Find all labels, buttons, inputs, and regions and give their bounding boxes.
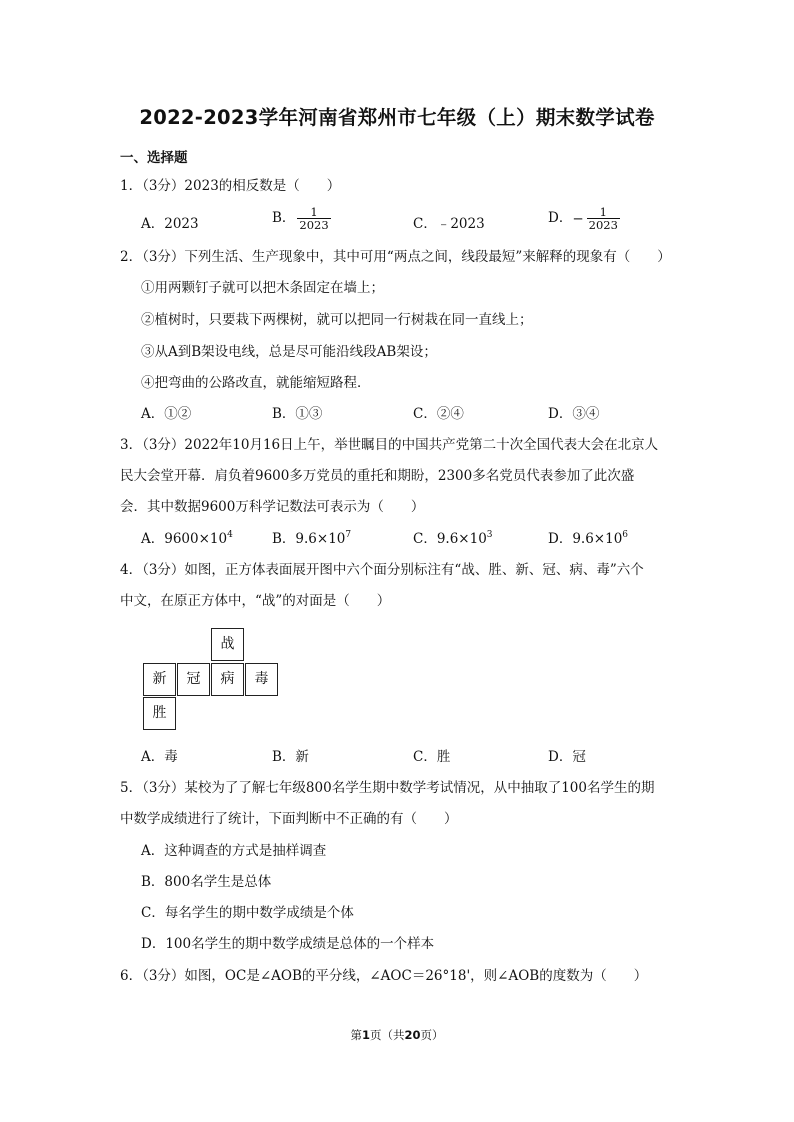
q1-option-c: C．﹣2023 [413, 216, 485, 232]
q3-line-1: 3．（3分）2022年10月16日上午，举世瞩目的中国共产党第二十次全国代表大会在北京人 [120, 437, 659, 453]
q3-option-d-exponent: 6 [622, 530, 629, 540]
q3-option-d [548, 529, 628, 549]
q1-option-b-fraction [297, 206, 330, 231]
q5-line-2: 中数学成绩进行了统计，下面判断中不正确的有（ ） [120, 811, 458, 827]
q6-stem: 6．（3分）如图，OC是∠AOB的平分线，∠AOC＝26°18'，则∠AOB的度数为（ ） [120, 968, 648, 984]
q3-option-a-exponent: 4 [227, 530, 233, 540]
q4-option-d: D．冠 [548, 749, 586, 765]
q3-option-c-base: C．9.6×10 [413, 531, 487, 547]
q2-option-b: B．①③ [272, 406, 323, 422]
q3-option-d-base: D．9.6×10 [548, 531, 623, 547]
q5-option-a: A．这种调查的方式是抽样调查 [141, 843, 327, 859]
net-cell-xin: 新 [143, 663, 176, 696]
q1-option-d-fraction [587, 206, 620, 231]
footer-total-pages: 20 [404, 1028, 421, 1042]
q4-option-b: B．新 [272, 749, 309, 765]
q5-option-c: C．每名学生的期中数学成绩是个体 [141, 905, 354, 921]
q5-option-d: D．100名学生的期中数学成绩是总体的一个样本 [141, 936, 435, 952]
q1-option-b [272, 206, 331, 231]
q1-option-a: A．2023 [141, 216, 199, 232]
q3-option-c-exponent: 3 [486, 530, 493, 540]
footer-middle: 页（共 [370, 1028, 405, 1042]
fraction-numerator: 1 [310, 205, 318, 219]
net-cell-guan: 冠 [177, 663, 210, 696]
q1-option-b-label: B． [272, 210, 296, 226]
q2-item-3: ③从A到B架设电线，总是尽可能沿线段AB架设； [141, 344, 437, 360]
net-cell-bing: 病 [211, 663, 244, 696]
q5-line-1: 5．（3分）某校为了了解七年级800名学生期中数学考试情况，从中抽取了100名学生的期 [120, 780, 655, 796]
footer-prefix: 第 [350, 1028, 362, 1042]
q3-line-2: 民大会堂开幕．肩负着9600多万党员的重托和期盼，2300多名党员代表参加了此次盛 [120, 468, 635, 484]
q3-option-a [141, 529, 233, 549]
q2-stem: 2．（3分）下列生活、生产现象中，其中可用“两点之间，线段最短”来解释的现象有（ ） [120, 249, 671, 265]
net-cell-sheng: 胜 [143, 697, 176, 730]
q3-option-b [272, 529, 351, 549]
q2-option-a: A．①② [141, 406, 192, 422]
q2-item-2: ②植树时，只要栽下两棵树，就可以把同一行树栽在同一直线上； [141, 312, 533, 328]
q2-item-1: ①用两颗钉子就可以把木条固定在墙上； [141, 280, 384, 296]
fraction-denominator: 2023 [299, 218, 329, 232]
page-footer [0, 1027, 794, 1043]
q1-option-d [548, 206, 620, 231]
q3-option-a-base: A．9600×10 [141, 531, 228, 547]
q3-option-c [413, 529, 493, 549]
q3-option-b-base: B．9.6×10 [272, 531, 346, 547]
fraction-denominator: 2023 [588, 218, 618, 232]
net-cell-zhan: 战 [211, 628, 244, 661]
q2-item-4: ④把弯曲的公路改直，就能缩短路程． [141, 375, 371, 391]
q2-option-c: C．②④ [413, 406, 464, 422]
fraction-numerator: 1 [599, 205, 607, 219]
q4-line-1: 4．（3分）如图，正方体表面展开图中六个面分别标注有“战、胜、新、冠、病、毒”六个 [120, 562, 644, 578]
q1-option-d-label: D． [548, 210, 573, 226]
minus-sign: − [572, 210, 584, 227]
q2-option-d: D．③④ [548, 406, 600, 422]
q3-line-3: 会．其中数据9600万科学记数法可表示为（ ） [120, 499, 425, 515]
q1-stem: 1．（3分）2023的相反数是（ ） [120, 178, 341, 194]
q4-option-a: A．毒 [141, 749, 178, 765]
q4-option-c: C．胜 [413, 749, 451, 765]
section-heading: 一、选择题 [120, 150, 188, 166]
q5-option-b: B．800名学生是总体 [141, 874, 272, 890]
q4-line-2: 中文，在原正方体中，“战”的对面是（ ） [120, 593, 391, 609]
footer-page-number: 1 [361, 1028, 370, 1042]
footer-suffix: 页） [420, 1028, 444, 1042]
q3-option-b-exponent: 7 [345, 530, 352, 540]
net-cell-du: 毒 [245, 663, 278, 696]
page-title: 2022-2023学年河南省郑州市七年级（上）期末数学试卷 [139, 106, 655, 129]
